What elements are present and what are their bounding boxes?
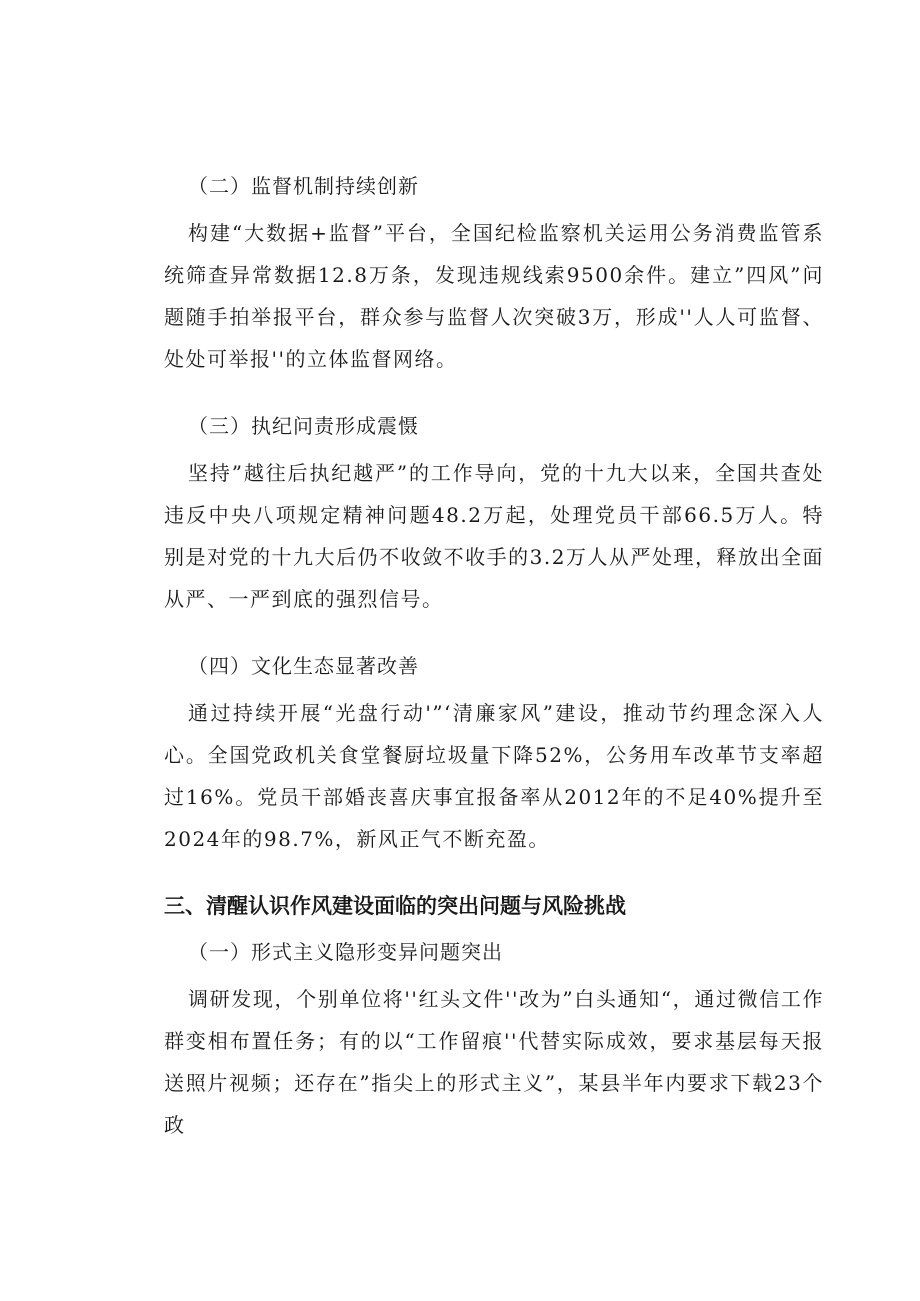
paragraph-supervision — [164, 212, 824, 380]
paragraph-formalism-text: 调研发现，个别单位将''红头文件''改为”白头通知“，通过微信工作群变相布置任务；有的以“工作留痕''代替实际成效，要求基层每天报送照片视频；还存在”指尖上的形式主义”，某县半年内要求下载23个政 — [164, 987, 824, 1137]
subsection-heading-formalism: （一）形式主义隐形变异问题突出 — [188, 940, 503, 964]
paragraph-accountability-text: 坚持”越往后执纪越严”的工作导向，党的十九大以来，全国共查处违反中央八项规定精神问题48.2万起，处理党员干部66.5万人。特别是对党的十九大后仍不收敛不收手的3.2万人从严处理，释放出全面从严、一严到底的强烈信号。 — [164, 461, 824, 611]
paragraph-supervision-text: 构建“大数据+监督”平台，全国纪检监察机关运用公务消费监管系统筛查异常数据12.8万条，发现违规线索9500余件。建立”四风”问题随手拍举报平台，群众参与监督人次突破3万，形成''人人可监督、处处可举报''的立体监督网络。 — [164, 221, 824, 371]
paragraph-culture — [164, 692, 824, 860]
paragraph-accountability — [164, 452, 824, 620]
section-heading-problems-challenges: 三、清醒认识作风建设面临的突出问题与风险挑战 — [164, 894, 626, 918]
subsection-heading-culture: （四）文化生态显著改善 — [188, 654, 419, 678]
subsection-heading-supervision-innovation: （二）监督机制持续创新 — [188, 174, 419, 198]
paragraph-formalism — [164, 978, 824, 1146]
paragraph-culture-text: 通过持续开展“光盘行动'”‘清廉家风”建设，推动节约理念深入人心。全国党政机关食堂餐厨垃圾量下降52%，公务用车改革节支率超过16%。党员干部婚丧喜庆事宜报备率从2012年的不足40%提升至2024年的98.7%，新风正气不断充盈。 — [164, 701, 824, 851]
subsection-heading-accountability: （三）执纪问责形成震慑 — [188, 414, 419, 438]
